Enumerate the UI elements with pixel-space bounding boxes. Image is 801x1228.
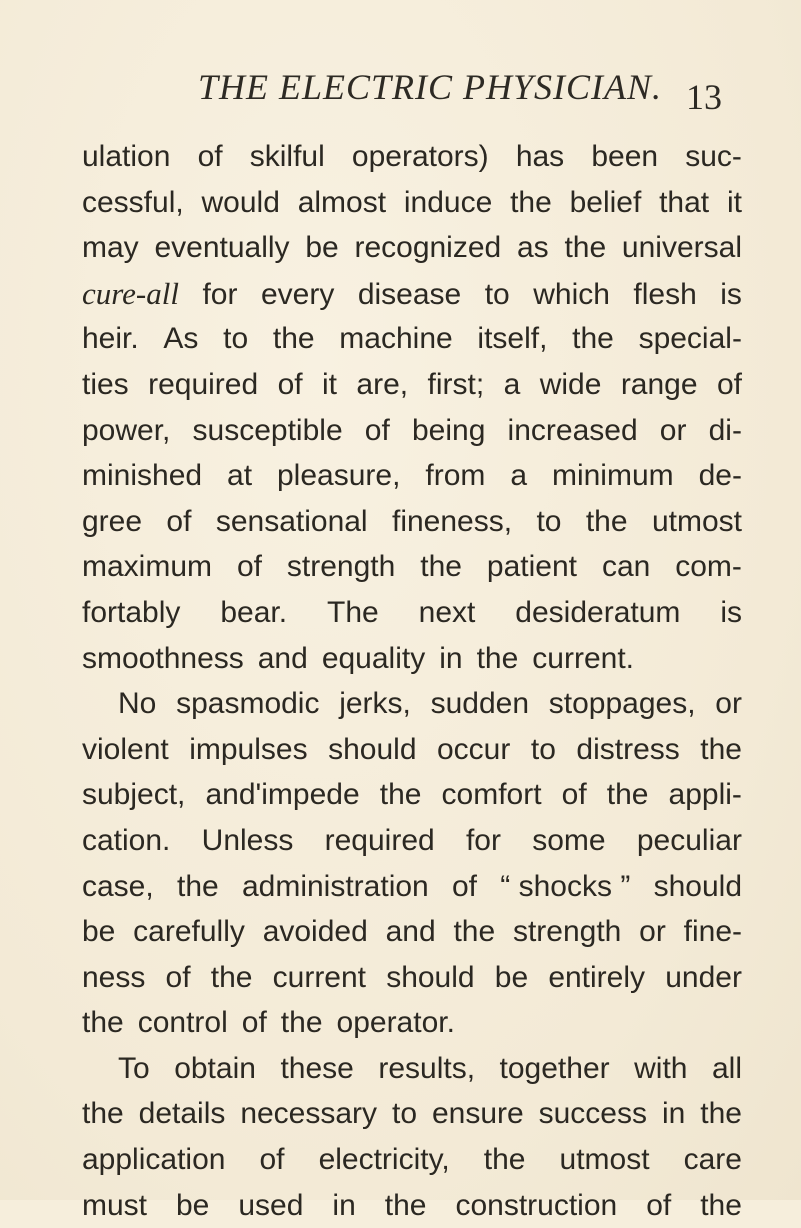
text-line xyxy=(82,316,742,362)
word: itself, xyxy=(477,322,548,356)
word: cure-all xyxy=(82,275,179,311)
word: the xyxy=(272,322,315,356)
word: of xyxy=(197,140,223,173)
word: in xyxy=(439,641,463,675)
word: being xyxy=(411,413,486,447)
word: heir. xyxy=(82,322,139,356)
word: minished xyxy=(82,459,203,493)
word: and xyxy=(257,641,308,675)
word: details xyxy=(138,1097,226,1131)
word: the xyxy=(483,1143,526,1177)
text-line xyxy=(82,134,742,180)
word: may xyxy=(82,231,139,265)
text-line xyxy=(82,225,742,271)
word: The xyxy=(327,595,379,629)
word: the xyxy=(700,732,742,766)
text-line xyxy=(82,818,742,864)
word: “ shocks ” xyxy=(500,869,631,903)
text-line xyxy=(82,955,742,1001)
word: to xyxy=(530,732,556,766)
text-line xyxy=(82,1183,742,1228)
text-line xyxy=(82,271,742,317)
word: every xyxy=(260,277,335,311)
word: for xyxy=(465,823,501,857)
word: must xyxy=(82,1188,148,1222)
word: administration xyxy=(241,869,429,903)
word: has xyxy=(515,140,565,173)
word: of xyxy=(561,778,587,812)
word: flesh xyxy=(633,277,697,311)
word: as xyxy=(516,231,549,265)
word: case, xyxy=(82,869,154,903)
word: gree xyxy=(82,504,143,538)
word: been xyxy=(591,140,659,173)
word: ensure xyxy=(431,1097,524,1131)
word: skilful xyxy=(249,140,325,173)
word: the xyxy=(82,1006,124,1040)
word: To xyxy=(118,1051,150,1085)
text-line xyxy=(82,1046,742,1092)
word: di- xyxy=(708,413,742,447)
word: the xyxy=(420,550,462,584)
word: of xyxy=(241,1006,267,1040)
text-line xyxy=(82,362,742,408)
text-line xyxy=(82,909,742,955)
word: or xyxy=(715,687,742,721)
word: current xyxy=(272,960,367,994)
word: of xyxy=(277,367,303,401)
word: smoothness xyxy=(82,641,244,675)
word: the xyxy=(700,1097,742,1131)
word: ties xyxy=(82,367,129,401)
word: avoided xyxy=(262,915,368,949)
word: cessful, xyxy=(82,185,184,219)
word: peculiar xyxy=(636,823,742,857)
word: be xyxy=(305,231,339,265)
text-line xyxy=(82,681,742,727)
word: or xyxy=(659,413,687,447)
word: induce xyxy=(403,185,493,219)
word: As xyxy=(163,322,199,356)
word: the xyxy=(572,322,614,356)
word: in xyxy=(332,1188,356,1222)
word: which xyxy=(533,277,610,311)
word: together xyxy=(499,1051,610,1085)
word: bear. xyxy=(220,595,288,629)
word: pleasure, xyxy=(277,459,401,493)
word: maximum xyxy=(82,550,213,584)
word: be xyxy=(176,1188,210,1222)
text-line xyxy=(82,1137,742,1183)
word: almost xyxy=(297,185,387,219)
word: results, xyxy=(378,1051,476,1085)
word: it xyxy=(322,367,338,401)
word: suc- xyxy=(685,140,742,173)
word: some xyxy=(532,823,606,857)
word: used xyxy=(238,1188,304,1222)
word: power, xyxy=(82,413,171,447)
text-line xyxy=(82,727,742,773)
word: and'impede xyxy=(205,778,360,812)
text-line xyxy=(82,636,742,682)
word: de- xyxy=(698,459,742,493)
page-number: 13 xyxy=(686,77,722,117)
word: belief xyxy=(569,185,642,219)
word: the xyxy=(564,231,607,265)
word: desideratum xyxy=(515,595,681,629)
word: com- xyxy=(675,550,742,584)
word: a xyxy=(510,459,528,493)
word: the xyxy=(82,1097,124,1131)
word: the xyxy=(379,778,422,812)
word: required xyxy=(324,823,435,857)
word: operators) xyxy=(351,140,489,173)
word: should xyxy=(653,869,742,903)
word: be xyxy=(494,960,529,994)
word: disease xyxy=(357,277,462,311)
word: the xyxy=(453,915,496,949)
word: electricity, xyxy=(318,1143,450,1177)
word: and xyxy=(385,915,436,949)
word: minimum xyxy=(551,459,674,493)
word: control xyxy=(137,1006,228,1040)
word: of xyxy=(236,550,262,584)
word: ness xyxy=(82,960,146,994)
word: utmost xyxy=(651,504,742,538)
word: of xyxy=(259,1143,285,1177)
word: subject, xyxy=(82,778,186,812)
word: carefully xyxy=(133,915,245,949)
text-line xyxy=(82,408,742,454)
word: the xyxy=(476,641,519,675)
word: violent xyxy=(82,732,169,766)
word: utmost xyxy=(559,1143,650,1177)
word: a xyxy=(503,367,521,401)
word: fineness, xyxy=(391,504,513,538)
word: patient xyxy=(486,550,577,584)
running-title: THE ELECTRIC PHYSICIAN. xyxy=(198,67,663,107)
word: the xyxy=(510,185,552,219)
word: the xyxy=(384,1188,427,1222)
word: the xyxy=(700,1188,742,1222)
word: all xyxy=(711,1051,742,1085)
word: to xyxy=(484,277,510,311)
word: it xyxy=(726,185,742,219)
body-text xyxy=(82,134,742,1228)
word: No xyxy=(118,687,157,721)
word: application xyxy=(82,1143,226,1177)
word: be xyxy=(82,915,116,949)
word: in xyxy=(661,1097,686,1131)
word: machine xyxy=(339,322,453,356)
word: to xyxy=(391,1097,418,1131)
word: susceptible xyxy=(192,413,343,447)
word: strength xyxy=(286,550,396,584)
word: with xyxy=(634,1051,688,1085)
word: universal xyxy=(621,231,742,265)
word: to xyxy=(223,322,249,356)
word: these xyxy=(280,1051,354,1085)
word: of xyxy=(716,367,742,401)
word: from xyxy=(425,459,486,493)
word: of xyxy=(452,869,478,903)
word: the xyxy=(210,960,253,994)
word: fortably xyxy=(82,595,181,629)
word: cation. xyxy=(82,823,171,857)
word: for xyxy=(202,277,238,311)
word: that xyxy=(659,185,710,219)
word: at xyxy=(227,459,253,493)
word: appli- xyxy=(668,778,742,812)
word: necessary xyxy=(240,1097,378,1131)
word: should xyxy=(386,960,475,994)
word: eventually xyxy=(154,231,290,265)
running-head xyxy=(0,62,801,117)
word: Unless xyxy=(201,823,294,857)
word: comfort xyxy=(441,778,542,812)
word: special- xyxy=(638,322,742,356)
word: the xyxy=(606,778,649,812)
word: is xyxy=(720,595,742,629)
word: the xyxy=(176,869,219,903)
word: stoppages, xyxy=(548,687,696,721)
text-line xyxy=(82,864,742,910)
word: current. xyxy=(532,641,635,675)
word: fine- xyxy=(683,915,742,949)
word: first; xyxy=(427,367,485,401)
word: ulation xyxy=(82,140,171,173)
word: sensational xyxy=(215,504,368,538)
word: impulses xyxy=(189,732,308,766)
word: or xyxy=(639,915,666,949)
word: obtain xyxy=(174,1051,256,1085)
text-line xyxy=(82,772,742,818)
text-line xyxy=(82,1000,742,1046)
word: range xyxy=(620,367,698,401)
word: required xyxy=(148,367,259,401)
word: are, xyxy=(356,367,409,401)
text-line xyxy=(82,544,742,590)
word: under xyxy=(665,960,742,994)
word: jerks, xyxy=(339,687,411,721)
word: the xyxy=(585,504,628,538)
text-line xyxy=(82,499,742,545)
word: sudden xyxy=(430,687,530,721)
word: increased xyxy=(507,413,638,447)
word: strength xyxy=(512,915,622,949)
text-line xyxy=(82,453,742,499)
word: is xyxy=(720,277,742,311)
word: recognized xyxy=(354,231,502,265)
word: operator. xyxy=(336,1006,455,1040)
word: of xyxy=(646,1188,672,1222)
word: next xyxy=(418,595,476,629)
word: wide xyxy=(539,367,602,401)
word: occur xyxy=(437,732,511,766)
word: the xyxy=(280,1006,323,1040)
word: of xyxy=(364,413,390,447)
word: can xyxy=(601,550,651,584)
text-line xyxy=(82,1091,742,1137)
word: should xyxy=(328,732,417,766)
word: distress xyxy=(576,732,680,766)
word: spasmodic xyxy=(176,687,320,721)
word: would xyxy=(201,185,280,219)
word: entirely xyxy=(548,960,646,994)
word: construction xyxy=(455,1188,618,1222)
word: of xyxy=(165,960,191,994)
word: of xyxy=(166,504,192,538)
text-line xyxy=(82,180,742,226)
word: success xyxy=(538,1097,647,1131)
word: care xyxy=(683,1143,742,1177)
word: to xyxy=(536,504,562,538)
text-line xyxy=(82,590,742,636)
word: equality xyxy=(321,641,426,675)
